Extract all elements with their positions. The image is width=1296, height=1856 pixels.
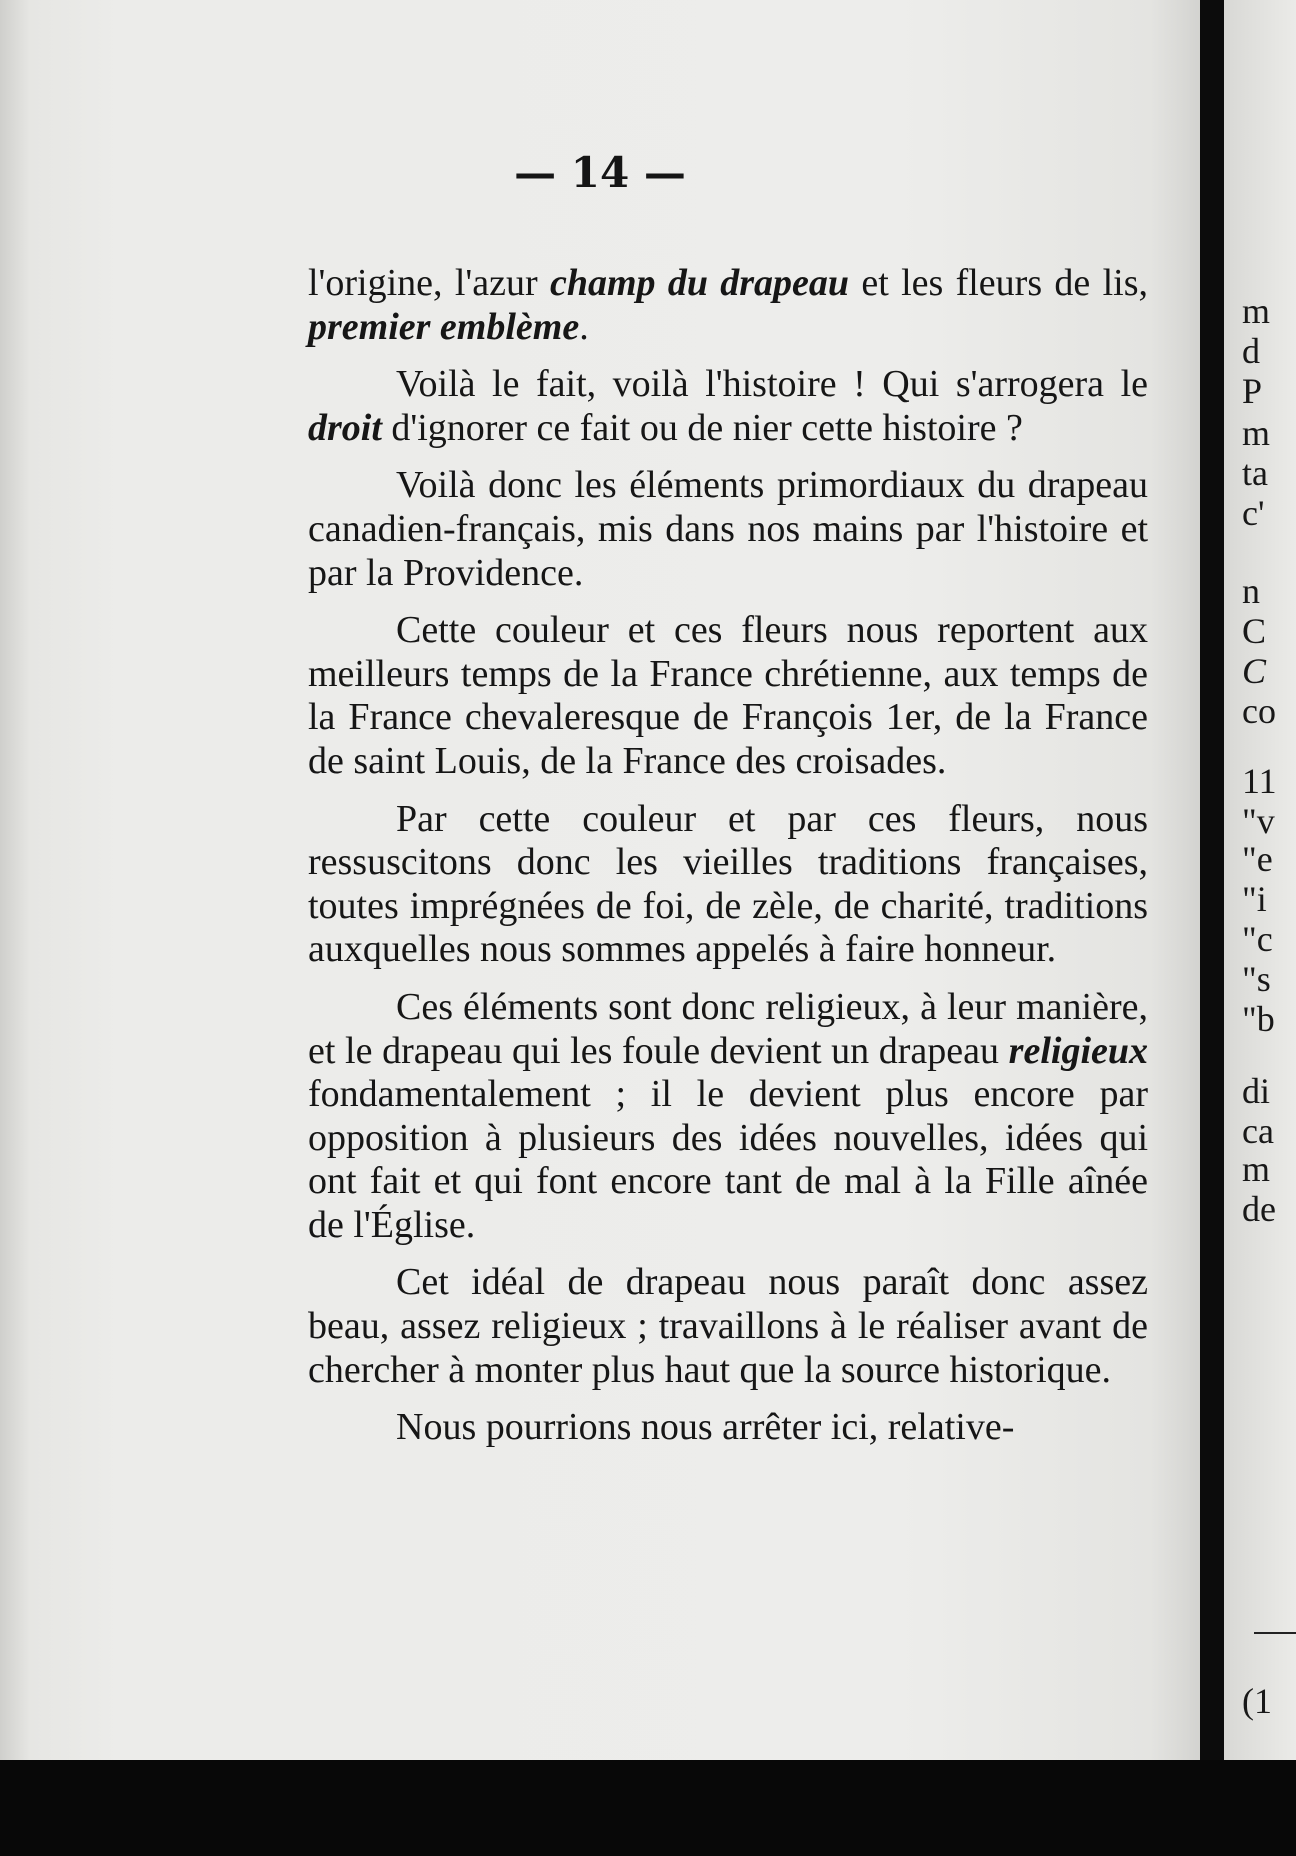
paragraph: [308, 1406, 1148, 1450]
body-text: [308, 262, 1148, 1450]
right-page-line-fragment: 11: [1242, 761, 1277, 801]
right-page-line-fragment: "v: [1242, 801, 1275, 841]
right-page-line-fragment: "s: [1242, 959, 1271, 999]
text-run: .: [579, 305, 589, 348]
right-page-line-fragment: "i: [1242, 879, 1267, 919]
italic-phrase: champ du drapeau: [549, 262, 850, 304]
text-run: fondamentalement ; il le devient plus encore par opposition à plusieurs des idées nouvelles, idées qui ont fait et qui font encore tant de mal à la Fille aînée de l'Église.: [308, 1073, 1148, 1246]
right-page-line-fragment: C: [1242, 611, 1267, 651]
right-page-edge: [1224, 0, 1296, 1760]
footnote-rule: [1254, 1632, 1296, 1634]
right-page-line-fragment: n: [1242, 571, 1260, 611]
text-run: Voilà donc les éléments primordiaux du drapeau canadien-français, mis dans nos mains par l'histoire et par la Providence.: [308, 464, 1148, 594]
right-page-line-fragment: m: [1242, 291, 1271, 331]
italic-phrase: droit: [308, 406, 382, 449]
right-page-line-fragment: co: [1242, 691, 1276, 731]
paragraph: [308, 609, 1148, 783]
right-page-line-fragment: c': [1242, 493, 1265, 533]
text-run: et les fleurs de lis,: [849, 262, 1148, 304]
right-page-line-fragment: C: [1242, 651, 1267, 691]
paragraph: [308, 464, 1148, 595]
right-page-line-fragment: ca: [1242, 1111, 1274, 1151]
italic-phrase: religieux: [1008, 1029, 1148, 1072]
right-page-line-fragment: (1: [1242, 1681, 1272, 1721]
right-page-line-fragment: "c: [1242, 919, 1273, 959]
text-run: Cet idéal de drapeau nous paraît donc assez beau, assez religieux ; travaillons à le réaliser avant de chercher à monter plus haut que la source historique.: [308, 1261, 1148, 1391]
right-page-line-fragment: m: [1242, 413, 1271, 453]
book-gutter: [1200, 0, 1224, 1856]
paragraph: [308, 363, 1148, 450]
page-number: — 14 —: [514, 148, 686, 197]
paragraph: [308, 798, 1148, 972]
text-run: Voilà le fait, voilà l'histoire ! Qui s'arrogera le: [396, 363, 1148, 406]
right-page-line-fragment: di: [1242, 1071, 1271, 1111]
text-run: d'ignorer ce fait ou de nier cette histoire ?: [381, 406, 1023, 449]
right-page-line-fragment: "e: [1242, 839, 1273, 879]
right-page-line-fragment: P: [1242, 371, 1263, 411]
right-page-line-fragment: d: [1242, 331, 1260, 371]
scan-border: [0, 1760, 1296, 1856]
text-run: l'origine, l'azur: [308, 262, 550, 304]
right-page-line-fragment: "b: [1242, 999, 1275, 1039]
italic-phrase: premier emblème: [308, 305, 580, 348]
right-page-line-fragment: de: [1242, 1189, 1276, 1229]
text-run: Nous pourrions nous arrêter ici, relative-: [396, 1406, 1015, 1449]
paragraph: [308, 262, 1148, 349]
text-run: Cette couleur et ces fleurs nous reportent aux meilleurs temps de la France chrétienne, aux temps de la France chevaleresque de François 1er, de la France de saint Louis, de la France des croisades.: [308, 609, 1148, 782]
paragraph: [308, 986, 1148, 1248]
right-page-line-fragment: m: [1242, 1149, 1271, 1189]
right-page-line-fragment: ta: [1242, 453, 1268, 493]
paragraph: [308, 1261, 1148, 1392]
text-run: Ces éléments sont donc religieux, à leur manière, et le drapeau qui les foule devient un drapeau: [308, 985, 1148, 1072]
text-run: Par cette couleur et par ces fleurs, nous ressuscitons donc les vieilles traditions françaises, toutes imprégnées de foi, de zèle, de charité, traditions auxquelles nous sommes appelés à faire honneur.: [308, 797, 1148, 971]
